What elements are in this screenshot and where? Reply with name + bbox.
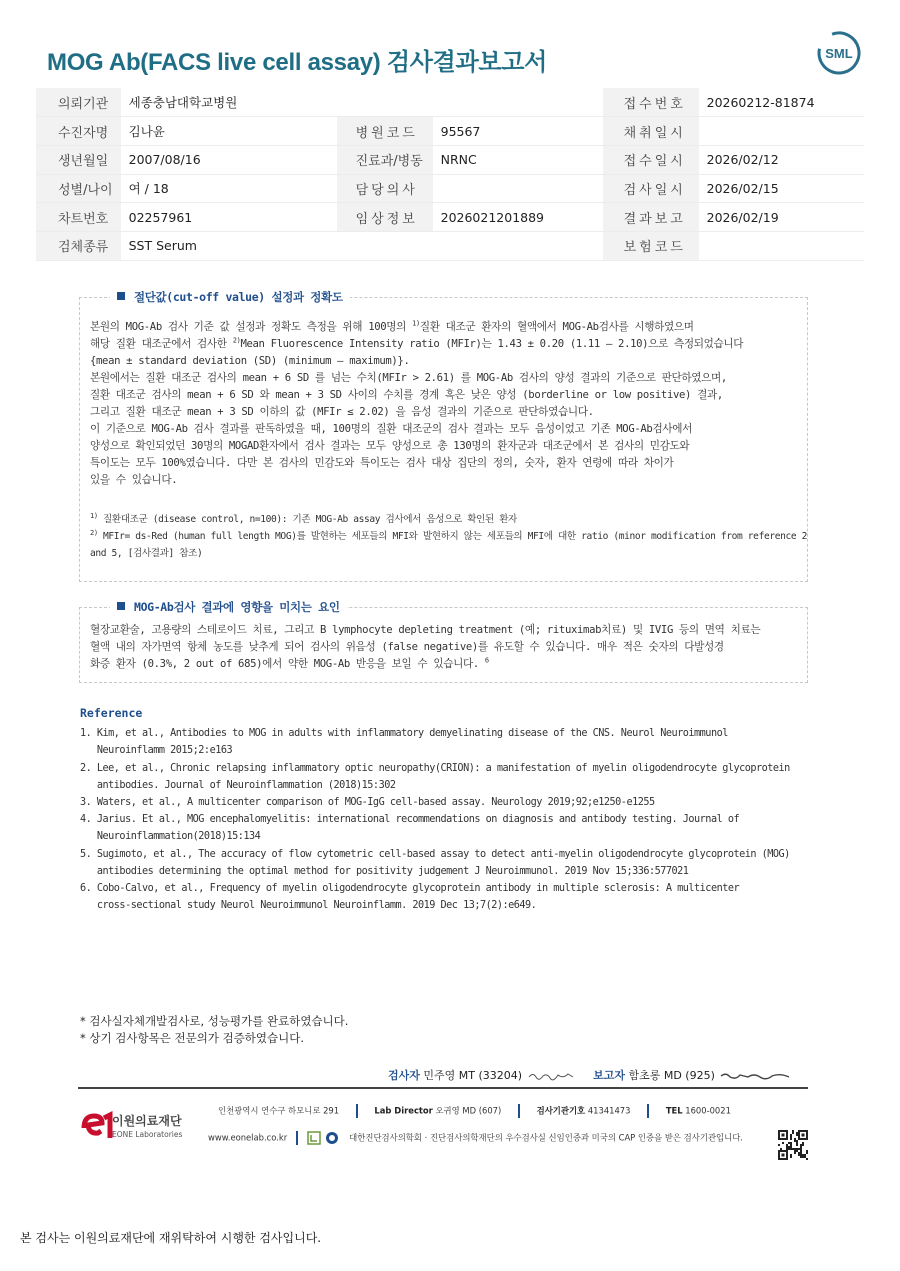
info-row <box>36 231 864 260</box>
reference-item <box>80 811 810 845</box>
reporter-name: 함초롱 MD (925) <box>628 1069 715 1082</box>
tester-name: 민주영 MT (33204) <box>423 1069 523 1082</box>
footnote <box>90 545 797 562</box>
separator <box>356 1104 358 1118</box>
patient-info-table <box>36 88 864 261</box>
text-segment: 혈장교환술, 고용량의 스테로이드 치료, 그리고 B lymphocyte depleting treatment (예; rituximab치료) 및 IVIG 등의 면역 치료는 <box>90 624 761 636</box>
info-label: 수진자명 <box>36 117 121 146</box>
reference-item <box>80 794 810 811</box>
reference-item <box>80 760 810 794</box>
info-row <box>36 203 864 232</box>
info-value <box>699 117 864 146</box>
info-label: 채취일시 <box>603 117 699 146</box>
certification-text: 대한진단검사의학회 · 진단검사의학재단의 우수검사실 신임인증과 미국의 CAP 인증을 받은 검사기관입니다. <box>349 1132 743 1143</box>
info-label: 접수일시 <box>603 145 699 174</box>
reference-list <box>80 705 810 914</box>
logo-text: SML <box>825 46 853 61</box>
qr-code-icon <box>778 1130 808 1160</box>
institution-label: 검사기관기호 <box>536 1105 586 1116</box>
info-value: 2026021201889 <box>433 203 603 232</box>
separator <box>518 1104 520 1118</box>
footnote <box>90 511 797 528</box>
info-label: 접수번호 <box>603 88 699 117</box>
separator <box>296 1131 298 1145</box>
info-label: 결과보고 <box>603 203 699 232</box>
paragraph-line <box>90 455 797 472</box>
footnote <box>90 528 807 545</box>
info-value: NRNC <box>433 145 603 174</box>
info-label: 병원코드 <box>337 117 433 146</box>
footnote-marker: 1) <box>90 511 98 520</box>
footnote-text: MFIr= ds-Red (human full length MOG)를 발현하는 세포들의 MFI와 발현하지 않는 세포들의 MFI에 대한 ratio (minor modification from reference 2 <box>103 531 807 542</box>
info-label: 보험코드 <box>603 231 699 260</box>
reference-line: 3. Waters, et al., A multicenter comparison of MOG-IgG cell-based assay. Neurology 2019;92;e1250-e1255 <box>80 797 655 809</box>
info-label: 임상정보 <box>337 203 433 232</box>
info-value: 02257961 <box>121 203 337 232</box>
address: 인천광역시 연수구 하모니로 291 <box>218 1105 340 1116</box>
cutoff-section <box>79 290 808 582</box>
paragraph-line <box>90 404 797 421</box>
reference-line: 6. Cobo-Calvo, et al., Frequency of myelin oligodendrocyte glycoprotein antibody in multiple sclerosis: A multicenter <box>80 883 740 895</box>
reference-item <box>80 725 810 759</box>
footer-row-2 <box>208 1131 743 1145</box>
certification-badges-icon <box>307 1131 341 1145</box>
paragraph-line <box>90 639 797 656</box>
website-link[interactable]: www.eonelab.co.kr <box>208 1132 288 1143</box>
sml-logo <box>816 30 862 76</box>
info-value: 2026/02/12 <box>699 145 864 174</box>
reference-line: antibodies. Journal of Neuroinflammation (2018)15:302 <box>80 779 396 791</box>
info-label <box>337 88 433 117</box>
lab-footer <box>78 1096 808 1166</box>
info-value: 20260212-81874 <box>699 88 864 117</box>
info-label: 담당의사 <box>337 174 433 203</box>
info-value: 김나윤 <box>121 117 337 146</box>
tester-signature-icon <box>528 1071 574 1081</box>
reference-item <box>80 880 810 914</box>
tel-label: TEL <box>665 1105 683 1116</box>
tester-label: 검사자 <box>388 1069 420 1082</box>
info-label <box>337 231 433 260</box>
footnote-marker: 2) <box>232 336 241 345</box>
reference-line: 4. Jarius. Et al., MOG encephalomyelitis: international recommendations on diagnosis and antibody testing. Journal of <box>80 814 740 826</box>
info-value: 2026/02/19 <box>699 203 864 232</box>
paragraph-line <box>90 319 797 336</box>
paragraph-line <box>90 336 797 353</box>
footnote-marker: 1) <box>412 319 420 328</box>
reporter-label: 보고자 <box>593 1069 625 1082</box>
info-value <box>433 231 603 260</box>
info-label: 진료과/병동 <box>337 145 433 174</box>
reference-title: Reference <box>80 706 143 720</box>
text-segment: 본원의 MOG-Ab 검사 기준 값 설정과 정확도 측정을 위해 100명의 <box>90 321 413 333</box>
info-row <box>36 174 864 203</box>
info-label: 차트번호 <box>36 203 121 232</box>
info-value: 95567 <box>433 117 603 146</box>
paragraph-line <box>90 421 797 438</box>
text-segment: 특이도는 모두 100%였습니다. 다만 본 검사의 민감도와 특이도는 검사 대상 집단의 정의, 숫자, 환자 연령에 따라 차이가 <box>90 457 674 469</box>
info-value: 여 / 18 <box>121 174 337 203</box>
institution-code: 41341473 <box>587 1105 631 1116</box>
footnote-marker: 6 <box>484 656 489 665</box>
info-value: 세종충남대학교병원 <box>121 88 337 117</box>
info-value <box>699 231 864 260</box>
square-bullet-icon <box>117 292 125 300</box>
reference-item <box>80 846 810 880</box>
reference-line: cross-sectional study Neurol Neuroimmunol Neuroinflamm. 2019 Dec 13;7(2):e649. <box>80 900 537 912</box>
text-segment: {mean ± standard deviation (SD) (minimum – maximum)}. <box>90 355 410 367</box>
reporter-signature-icon <box>720 1071 790 1081</box>
info-value <box>433 88 603 117</box>
divider <box>78 1087 808 1089</box>
reference-line: 1. Kim, et al., Antibodies to MOG in adults with inflammatory demyelinating disease of the CNS. Neurol Neuroimmunol <box>80 728 728 740</box>
text-segment: Mean Fluorescence Intensity ratio (MFIr)는 1.43 ± 0.20 (1.11 – 2.10)으로 측정되었습니다 <box>240 338 744 350</box>
info-value: 2026/02/15 <box>699 174 864 203</box>
lab-director: 오귀영 MD (607) <box>435 1105 502 1116</box>
text-segment: 그리고 질환 대조군 mean + 3 SD 이하의 값 (MFIr ≤ 2.02) 을 음성 결과의 기준으로 판단하였습니다. <box>90 406 594 418</box>
lab-director-label: Lab Director <box>374 1105 433 1116</box>
info-row <box>36 145 864 174</box>
footnote-text: 질환대조군 (disease control, n=100): 기존 MOG-Ab assay 검사에서 음성으로 확인된 환자 <box>103 514 517 525</box>
text-segment: 혈액 내의 자가면역 항체 농도를 낮추게 되어 검사의 위음성 (false negative)를 유도할 수 있습니다. 매우 적은 숫자의 다발성경 <box>90 641 724 653</box>
tel: 1600-0021 <box>685 1105 731 1116</box>
text-segment: 질환 대조군 검사의 mean + 6 SD 와 mean + 3 SD 사이의 수치를 경계 혹은 낮은 양성 (borderline or low positive) 결과, <box>90 389 723 401</box>
paragraph-line <box>90 370 797 387</box>
text-segment: 해당 질환 대조군에서 검사한 <box>90 338 233 350</box>
text-segment: 본원에서는 질환 대조군 검사의 mean + 6 SD 를 넘는 수치(MFIr > 2.61) 를 MOG-Ab 검사의 양성 결과의 기준으로 판단하였으며, <box>90 372 727 384</box>
reference-line: antibodies determining the optimal method for positivity judgement J Neuroimmunol. 2019 Nov 15;336:577021 <box>80 865 689 877</box>
paragraph-line <box>90 353 797 370</box>
notes <box>80 1013 348 1047</box>
footnote-text: and 5, [검사결과] 참조) <box>90 548 203 559</box>
info-row <box>36 117 864 146</box>
paragraph-line <box>90 622 797 639</box>
paragraph-line <box>90 438 797 455</box>
company-name-en: EONE Laboratories <box>112 1130 183 1139</box>
note-line: * 상기 검사항목은 전문의가 검증하였습니다. <box>80 1031 304 1045</box>
text-segment: 있을 수 있습니다. <box>90 474 178 486</box>
reference-line: Neuroinflamm 2015;2:e163 <box>80 745 233 757</box>
info-value: 2007/08/16 <box>121 145 337 174</box>
footnote-marker: 2) <box>90 528 98 537</box>
info-label: 성별/나이 <box>36 174 121 203</box>
factors-heading: MOG-Ab검사 결과에 영향을 미치는 요인 <box>110 599 347 616</box>
text-segment: 화증 환자 (0.3%, 2 out of 685)에서 약한 MOG-Ab 반응을 보일 수 있습니다. <box>90 658 485 670</box>
text-segment: 이 기준으로 MOG-Ab 검사 결과를 판독하였을 때, 100명의 질환 대조군의 검사 결과는 모두 음성이었고 기존 MOG-Ab검사에서 <box>90 423 692 435</box>
info-label: 검체종류 <box>36 231 121 260</box>
paragraph-line <box>90 656 797 673</box>
info-row <box>36 88 864 117</box>
company-name: 이원의료재단 <box>112 1114 182 1128</box>
signature-line <box>388 1067 796 1083</box>
text-segment: 양성으로 확인되었던 30명의 MOGAD환자에서 검사 결과는 모두 양성으로 총 130명의 환자군과 대조군에서 본 검사의 민감도와 <box>90 440 690 452</box>
factors-section <box>79 600 808 683</box>
text-segment: 질환 대조군 환자의 혈액에서 MOG-Ab검사를 시행하였으며 <box>419 321 694 333</box>
note-line: * 검사실자체개발검사로, 성능평가를 완료하였습니다. <box>80 1014 349 1028</box>
info-label: 생년월일 <box>36 145 121 174</box>
info-label: 의뢰기관 <box>36 88 121 117</box>
square-bullet-icon <box>117 602 125 610</box>
footer-row-1 <box>218 1104 731 1118</box>
info-value <box>433 174 603 203</box>
cutoff-heading: 절단값(cut-off value) 설정과 정확도 <box>110 289 350 306</box>
report-title: MOG Ab(FACS live cell assay) 검사결과보고서 <box>47 49 548 76</box>
reference-line: 2. Lee, et al., Chronic relapsing inflammatory optic neuropathy(CRION): a manifestation of myelin oligodendrocyte glycoprotein <box>80 762 790 774</box>
reference-line: 5. Sugimoto, et al., The accuracy of flow cytometric cell-based assay to detect anti-myelin oligodendrocyte glycoprotein (MOG) <box>80 848 790 860</box>
separator <box>647 1104 649 1118</box>
info-label: 검사일시 <box>603 174 699 203</box>
reference-line: Neuroinflammation(2018)15:134 <box>80 831 261 843</box>
info-value: SST Serum <box>121 231 337 260</box>
paragraph-line <box>90 387 797 404</box>
bottom-note: 본 검사는 이원의료재단에 재위탁하여 시행한 검사입니다. <box>20 1231 322 1245</box>
paragraph-line <box>90 472 797 489</box>
